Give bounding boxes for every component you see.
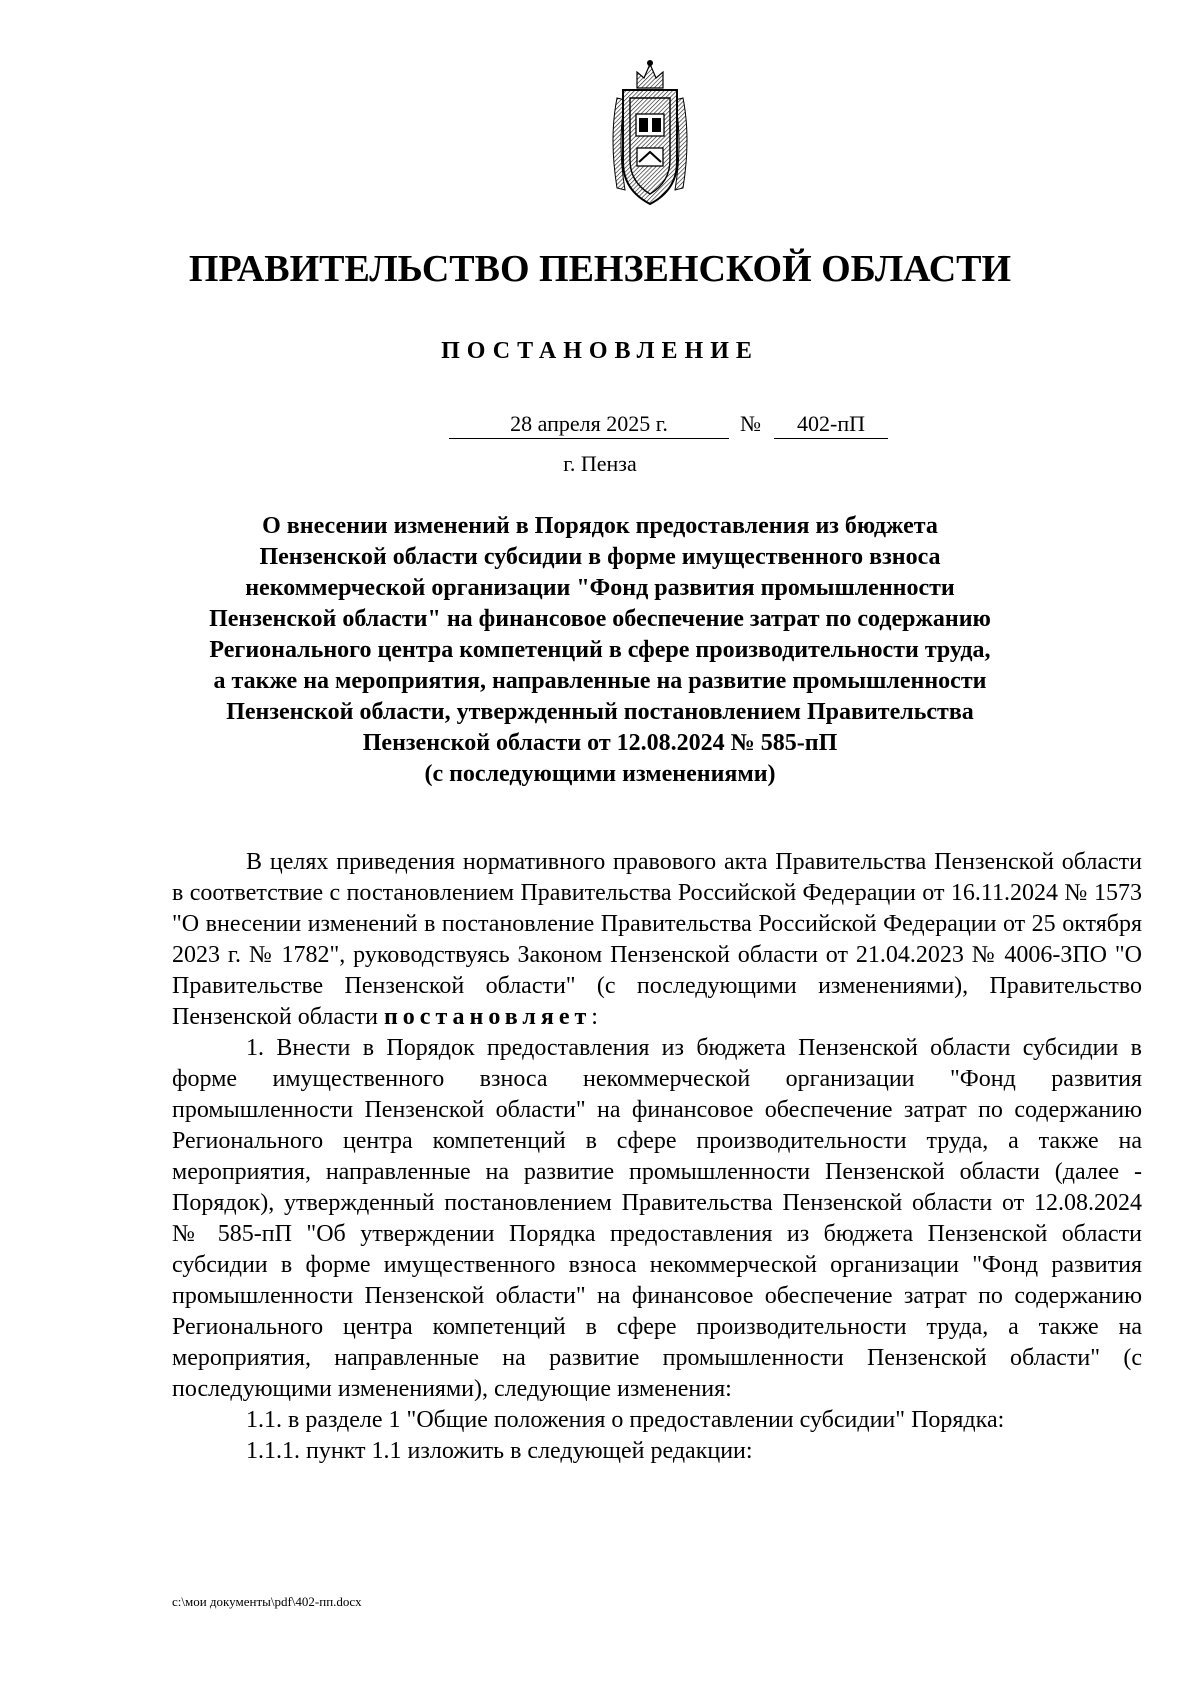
body-paragraph-item-1-1-1: 1.1.1. пункт 1.1 изложить в следующей редакции: <box>246 1438 753 1464</box>
body-paragraph-item-1: 1. Внести в Порядок предоставления из бюджета Пензенской области субсидии в форме имущественного взноса некоммерческой организации "Фонд развития промышленности Пензенской области" на финансовое обеспечение затрат по содержанию Регионального центра компетенций в сфере производительности труда, а также на мероприятия, направленные на развитие промышленности Пензенской области (далее - Порядок), утвержденный постановлением Правительства Пензенской области от 12.08.2024 № 585-пП "Об утверждении Порядка предоставления из бюджета Пензенской области субсидии в форме имущественного взноса некоммерческой организации "Фонд развития промышленности Пензенской области" на финансовое обеспечение затрат по содержанию Регионального центра компетенций в сфере производительности труда, а также на мероприятия, направленные на развитие промышленности Пензенской области" (с последующими изменениями), следующие изменения: <box>172 1035 1142 1402</box>
document-type: ПОСТАНОВЛЕНИЕ <box>441 338 759 364</box>
document-number: 402-пП <box>774 410 888 439</box>
subject-line: Пензенской области от 12.08.2024 № 585-пП <box>362 730 838 756</box>
preamble-colon: : <box>591 1004 598 1030</box>
subject-line: Пензенской области, утвержденный постановлением Правительства <box>226 699 974 725</box>
footer-file-path: c:\мои документы\pdf\402-пп.docx <box>172 1594 362 1609</box>
preamble-text: В целях приведения нормативного правового акта Правительства Пензенской области в соответствие с постановлением Правительства Российской Федерации от 16.11.2024 № 1573 "О внесении изменений в постановление Правительства Российской Федерации от 25 октября 2023 г. № 1782", руководствуясь Законом Пензенской области от 21.04.2023 № 4006-ЗПО "О Правительстве Пензенской области" (с последующими изменениями), Правительство Пензенской области <box>172 849 1142 1030</box>
document-city: г. Пенза <box>563 451 637 476</box>
subject-line: Пензенской области" на финансовое обеспечение затрат по содержанию <box>209 606 991 632</box>
coat-of-arms-emblem <box>603 58 697 212</box>
body-paragraph-item-1-1: 1.1. в разделе 1 "Общие положения о предоставлении субсидии" Порядка: <box>246 1407 1005 1433</box>
subject-line: а также на мероприятия, направленные на развитие промышленности <box>213 668 987 694</box>
subject-line: Регионального центра компетенций в сфере производительности труда, <box>209 637 991 663</box>
document-body <box>172 847 1142 1467</box>
subject-line: Пензенской области субсидии в форме имущественного взноса <box>259 544 941 570</box>
resolves-word: постановляет <box>383 1004 592 1030</box>
subject-line: некоммерческой организации "Фонд развития промышленности <box>245 575 955 601</box>
document-date: 28 апреля 2025 г. <box>449 410 729 439</box>
government-title: ПРАВИТЕЛЬСТВО ПЕНЗЕНСКОЙ ОБЛАСТИ <box>188 248 1012 290</box>
body-paragraph-preamble <box>172 847 1142 1033</box>
date-number-line <box>0 410 1200 442</box>
number-sign: № <box>740 411 761 436</box>
subject-line: (с последующими изменениями) <box>424 761 776 787</box>
document-subject <box>150 511 1050 790</box>
subject-line: О внесении изменений в Порядок предоставления из бюджета <box>262 513 938 539</box>
